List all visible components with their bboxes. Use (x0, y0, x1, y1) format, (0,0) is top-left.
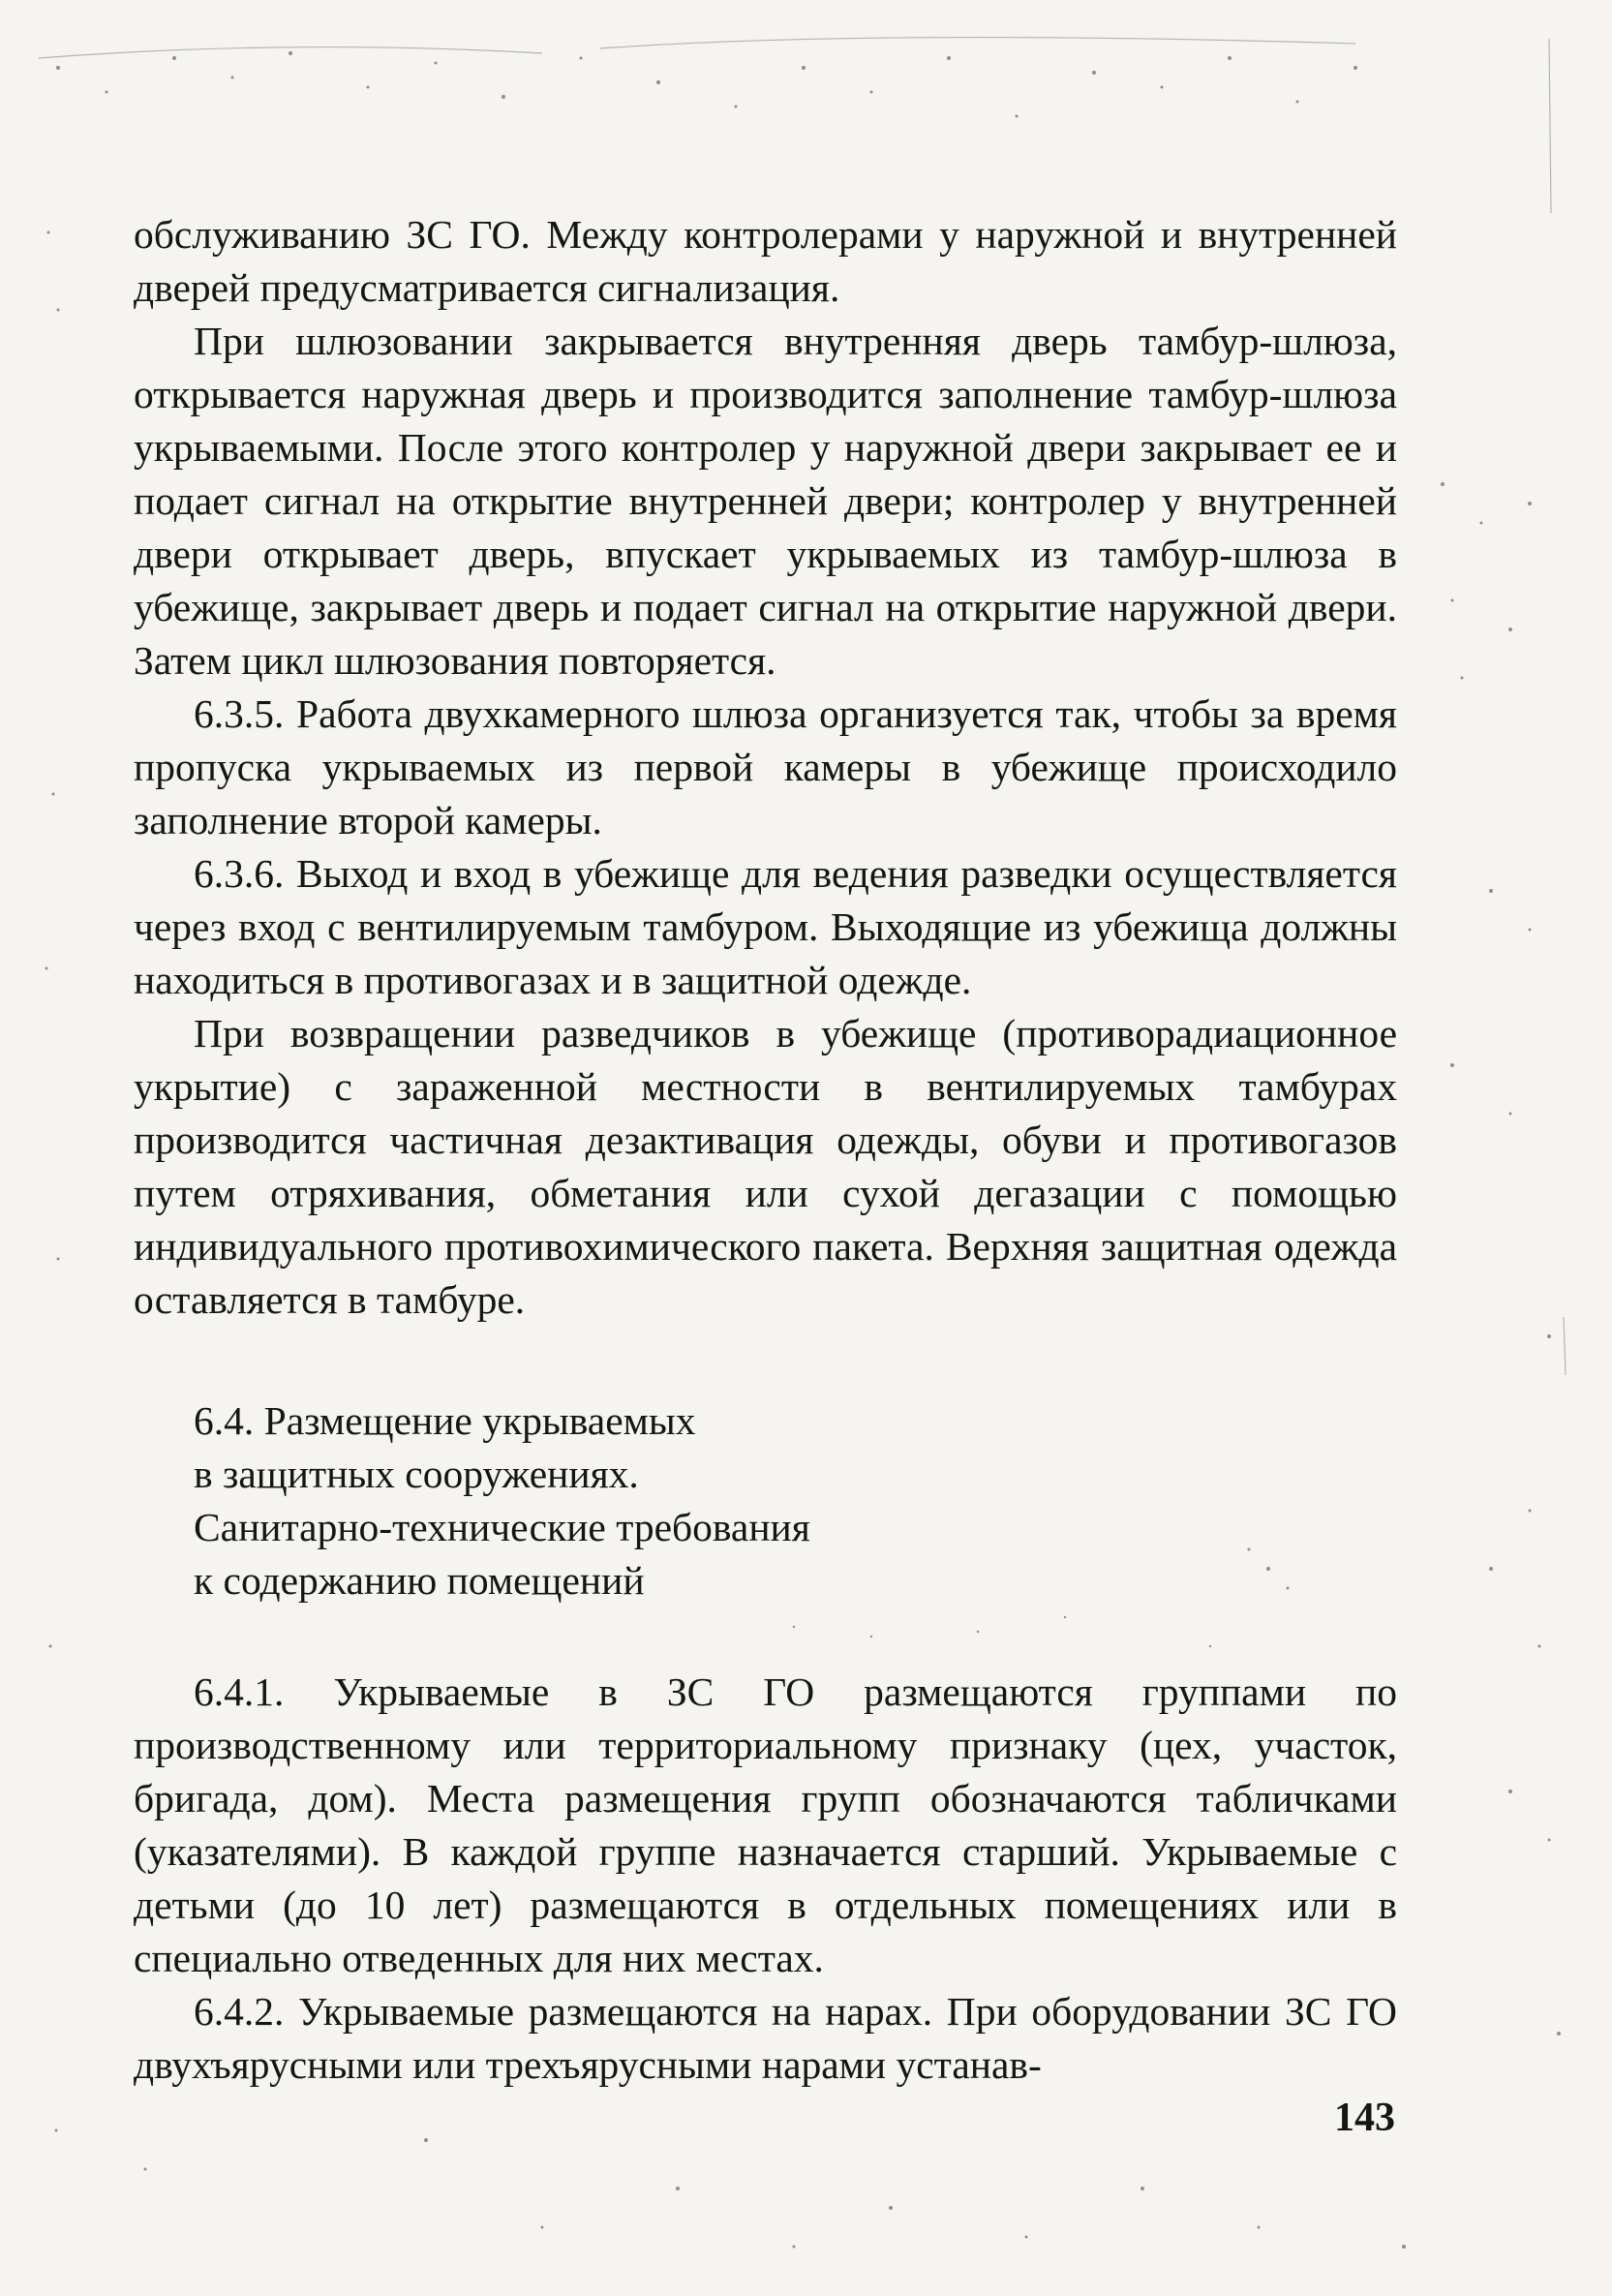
paragraph: При возвращении разведчиков в убежище (противорадиационное укрытие) с зараженной местности в вентилируемых тамбурах производится частичная дезактивация одежды, обуви и противогазов путем отряхивания, обметания или сухой дегазации с помощью индивидуального противохимического пакета. Верхняя защитная одежда оставляется в тамбуре. (134, 1011, 1397, 1322)
section-heading (194, 1394, 810, 1607)
paragraph: 6.3.6. Выход и вход в убежище для ведения разведки осуществляется через вход с вентилируемым тамбуром. Выходящие из убежища должны находиться в противогазах и в защитной одежде. (134, 851, 1397, 1002)
body-text-bottom (134, 1666, 1397, 2092)
heading-line: в защитных сооружениях. (194, 1452, 639, 1496)
paragraph: 6.4.1. Укрываемые в ЗС ГО размещаются группами по производственному или территориальному признаку (цех, участок, бригада, дом). Места размещения групп обозначаются табличками (указателями). В каждой группе назначается старший. Укрываемые с детьми (до 10 лет) размещаются в отдельных помещениях или в специально отведенных для них местах. (134, 1669, 1397, 1980)
body-text-top (134, 208, 1397, 1327)
paragraph: 6.4.2. Укрываемые размещаются на нарах. При оборудовании ЗС ГО двухъярусными или трехъярусными нарами устанав- (134, 1989, 1397, 2087)
heading-line: 6.4. Размещение укрываемых (194, 1398, 696, 1443)
paragraph: При шлюзовании закрывается внутренняя дверь тамбур-шлюза, открывается наружная дверь и производится заполнение тамбур-шлюза укрываемыми. После этого контролер у наружной двери закрывает ее и подает сигнал на открытие внутренней двери; контролер у внутренней двери открывает дверь, впускает укрываемых из тамбур-шлюза в убежище, закрывает дверь и подает сигнал на открытие наружной двери. Затем цикл шлюзования повторяется. (134, 319, 1397, 683)
page-number: 143 (1334, 2096, 1395, 2140)
paragraph: 6.3.5. Работа двухкамерного шлюза организуется так, чтобы за время пропуска укрываемых из первой камеры в убежище происходило заполнение второй камеры. (134, 691, 1397, 842)
paragraph: обслуживанию ЗС ГО. Между контролерами у наружной и внутренней дверей предусматривается сигнализация. (134, 212, 1397, 310)
heading-line: Санитарно-технические требования (194, 1505, 810, 1549)
heading-line: к содержанию помещений (194, 1558, 645, 1603)
